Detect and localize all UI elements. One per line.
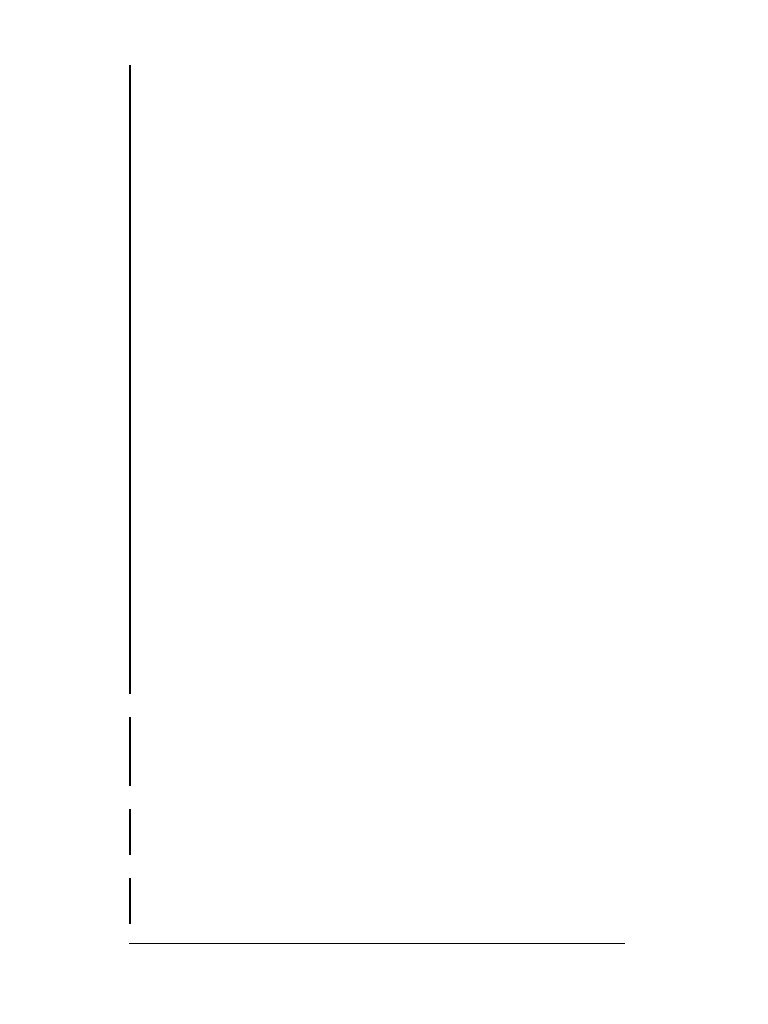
table-row — [129, 257, 131, 280]
table-row — [129, 464, 131, 487]
table-row — [129, 280, 131, 303]
table-row — [129, 901, 131, 924]
table-row — [129, 648, 131, 671]
table-row — [129, 395, 131, 418]
table-row — [129, 556, 131, 579]
table-row — [129, 717, 131, 740]
table-row — [129, 303, 131, 326]
blank-row-3 — [129, 111, 131, 134]
table-row — [129, 487, 131, 510]
table-row — [129, 510, 131, 533]
table-row — [129, 740, 131, 763]
table-row — [129, 441, 131, 464]
designation-table — [129, 65, 625, 944]
table-row — [129, 579, 131, 602]
table-row — [129, 533, 131, 556]
column-header — [129, 134, 131, 180]
table-row — [129, 878, 131, 901]
table-row — [129, 226, 131, 257]
table-row — [129, 809, 131, 832]
table-row — [129, 832, 131, 855]
blank-row-1 — [129, 65, 131, 88]
table-row — [129, 203, 131, 226]
blank-row-2 — [129, 88, 131, 111]
table-row — [129, 418, 131, 441]
table-row — [129, 180, 131, 203]
table-bottom-border — [129, 943, 625, 944]
table-row — [129, 763, 131, 786]
table-row — [129, 602, 131, 625]
table-row — [129, 372, 131, 395]
table-row — [129, 326, 131, 349]
table-row — [129, 349, 131, 372]
table-row — [129, 625, 131, 648]
table-row — [129, 671, 131, 694]
